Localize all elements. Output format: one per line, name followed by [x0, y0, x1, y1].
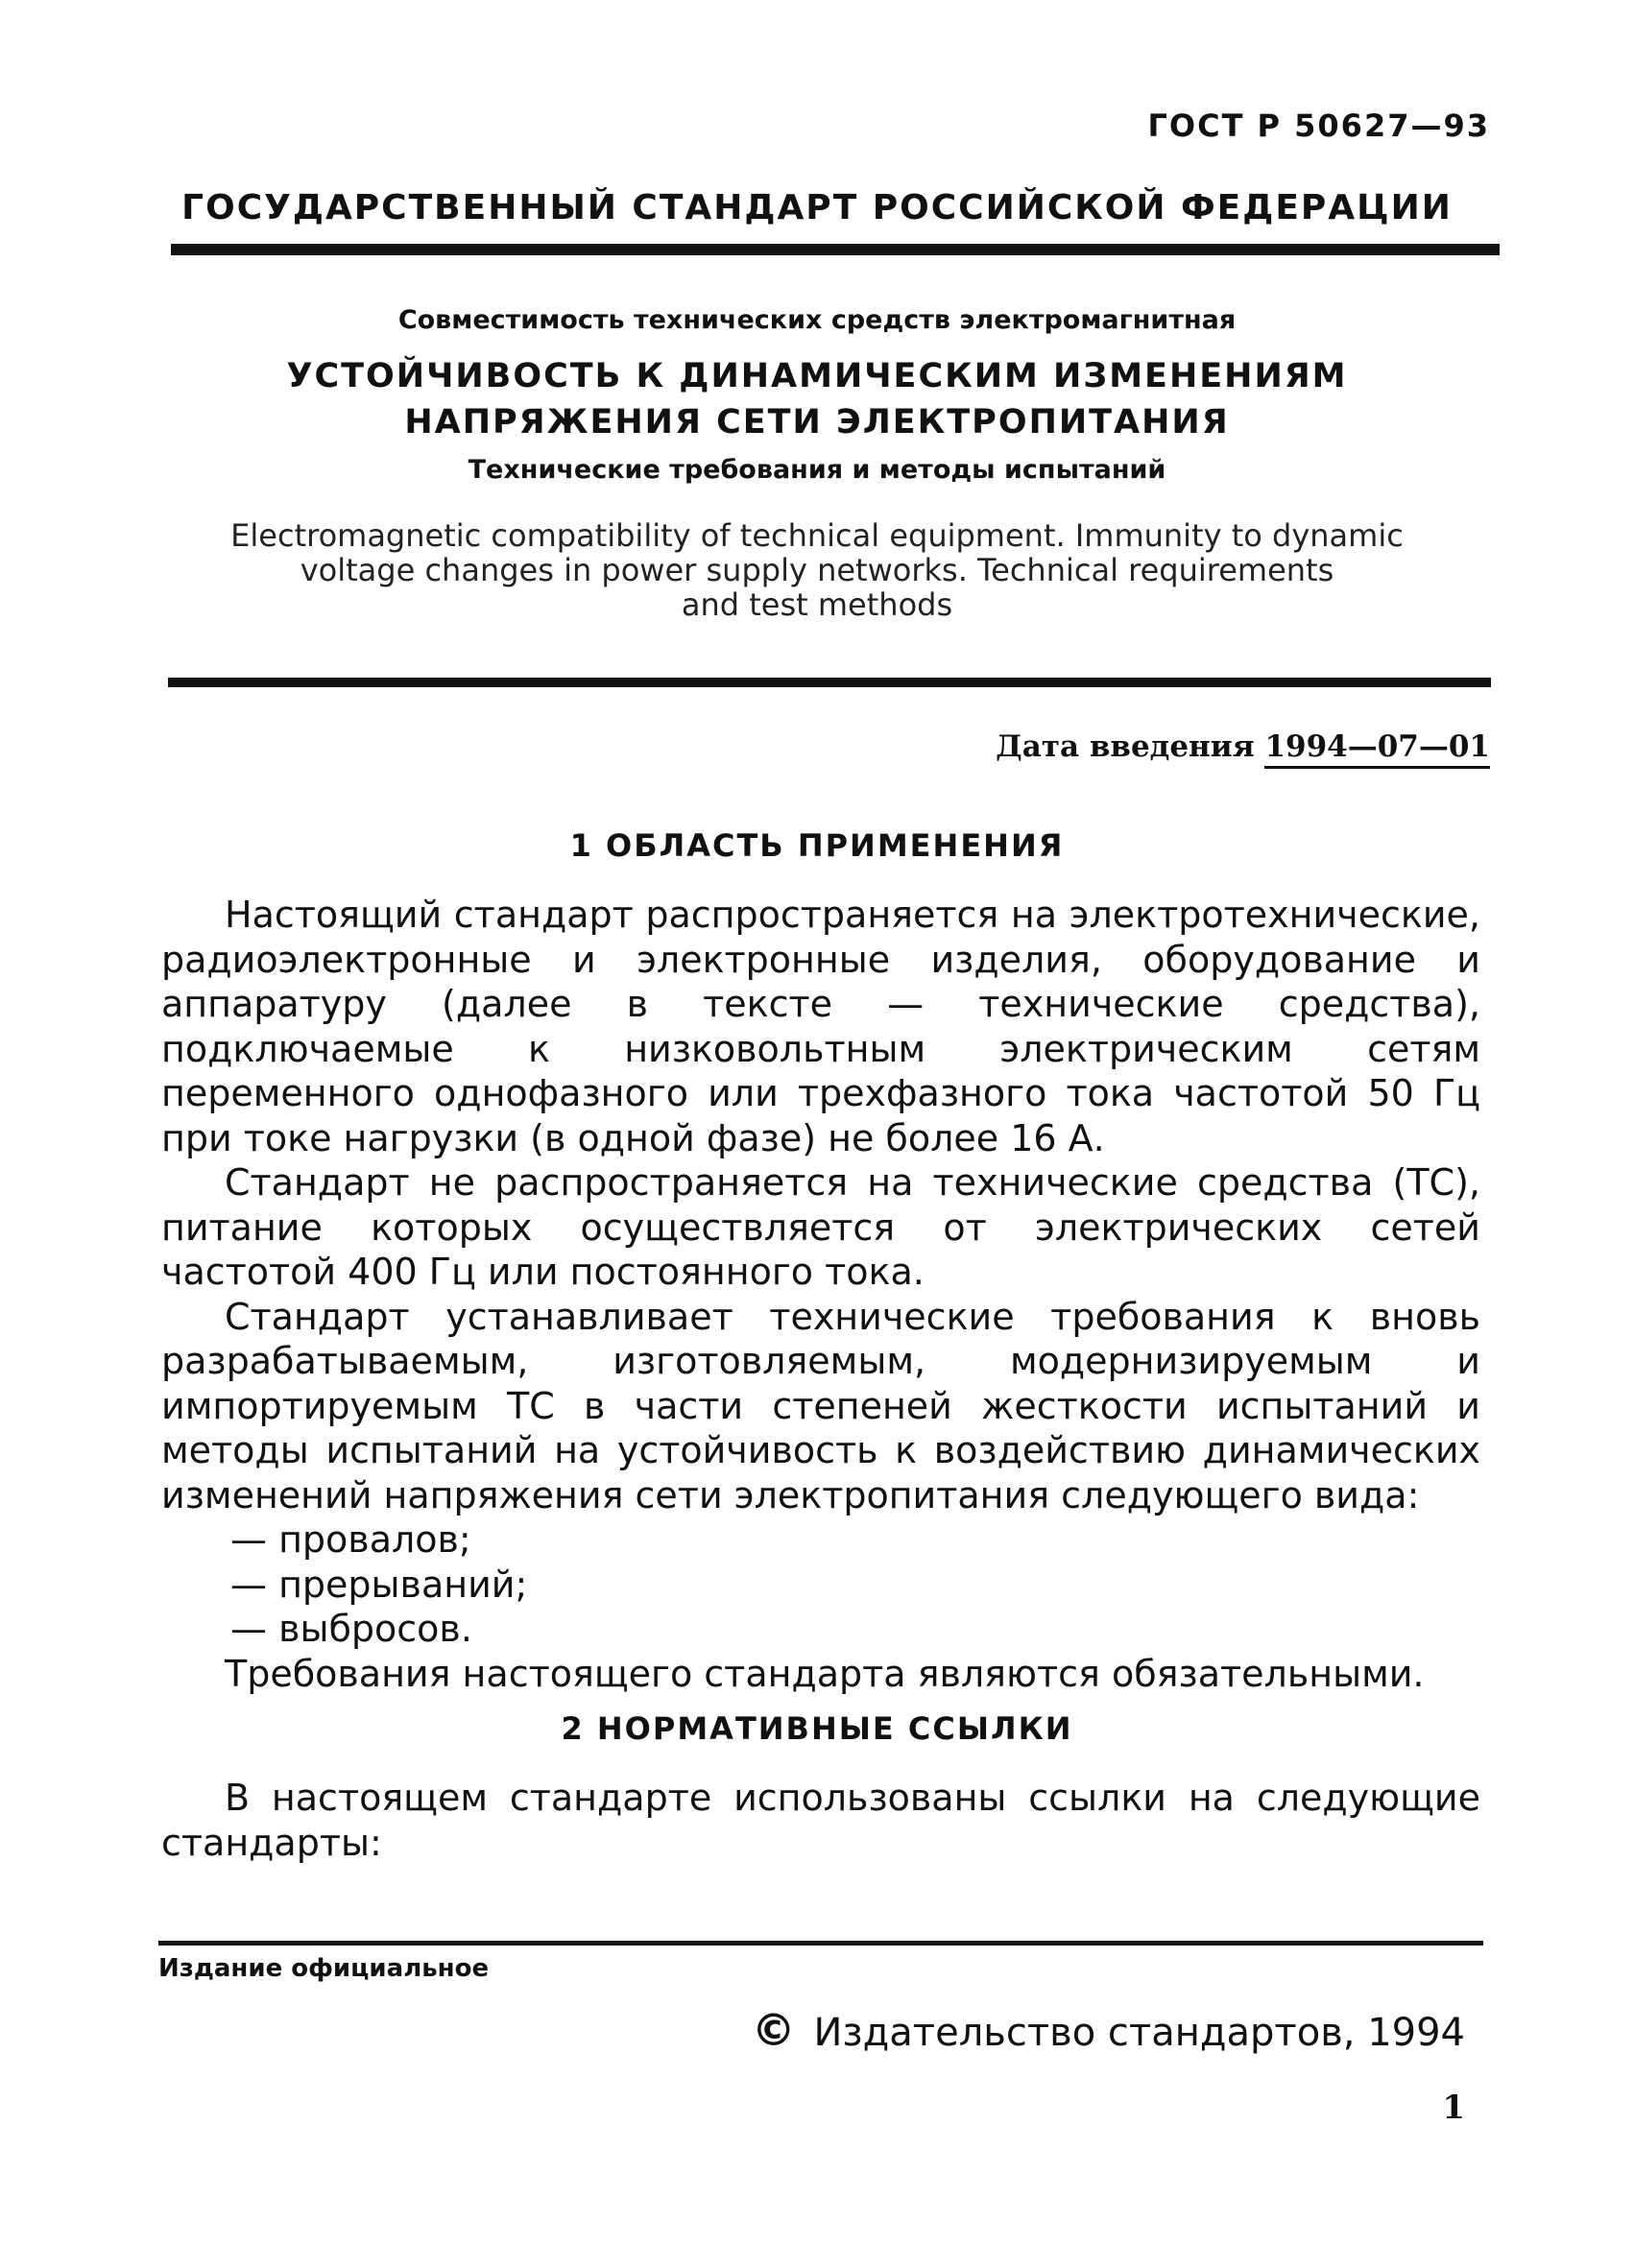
publisher-line: [752, 2004, 1465, 2056]
section-1-heading: 1 ОБЛАСТЬ ПРИМЕНЕНИЯ: [569, 827, 1065, 864]
top-divider: [171, 244, 1500, 255]
middle-divider: [168, 678, 1491, 687]
title-line-2: НАПРЯЖЕНИЯ СЕТИ ЭЛЕКТРОПИТАНИЯ: [404, 403, 1230, 442]
section-2-heading: 2 НОРМАТИВНЫЕ ССЫЛКИ: [561, 1710, 1073, 1747]
section-2-paragraph-1: В настоящем стандарте использованы ссылки на следующие стандарты:: [161, 1777, 1480, 1864]
section-1-paragraph-3: Стандарт устанавливает технические требования к вновь разрабатываемым, изготовляемым, модернизируемым и импортируемым ТС в части степеней жесткости испытаний и методы испытаний на устойчивость к воздействию динамических изменений напряжения сети электропитания следующего вида:: [161, 1295, 1480, 1516]
english-title-line-1: Electromagnetic compatibility of technical equipment. Immunity to dynamic: [230, 517, 1404, 554]
english-title-line-3: and test methods: [681, 586, 953, 623]
english-title-line-2: voltage changes in power supply networks. Technical requirements: [300, 552, 1334, 588]
copyright-icon: ©: [751, 2004, 796, 2056]
footer-divider: [158, 1941, 1483, 1946]
intro-date-label: Дата введения: [996, 729, 1255, 764]
publisher-name: Издательство стандартов, 1994: [813, 2011, 1465, 2055]
state-standard-title: ГОСУДАРСТВЕННЫЙ СТАНДАРТ РОССИЙСКОЙ ФЕДЕРАЦИИ: [181, 188, 1453, 227]
introduction-date: [996, 729, 1490, 764]
subtitle: Технические требования и методы испытаний: [468, 455, 1166, 485]
english-title: [0, 518, 1634, 622]
page-number: 1: [1442, 2089, 1465, 2127]
document-code: ГОСТ Р 50627—93: [1147, 107, 1490, 144]
section-1-paragraph-2: Стандарт не распространяется на технические средства (ТС), питание которых осуществляется от электрических сетей частотой 400 Гц или постоянного тока.: [161, 1161, 1480, 1293]
section-1-paragraph-4: Требования настоящего стандарта являются обязательными.: [225, 1652, 1425, 1695]
section-1-body: [161, 893, 1480, 1696]
title-line-1: УСТОЙЧИВОСТЬ К ДИНАМИЧЕСКИМ ИЗМЕНЕНИЯМ: [286, 357, 1348, 395]
list-item: — прерываний;: [230, 1563, 528, 1606]
subject-line: Совместимость технических средств электромагнитная: [397, 305, 1237, 335]
section-1-paragraph-1: Настоящий стандарт распространяется на электротехнические, радиоэлектронные и электронные изделия, оборудование и аппаратуру (далее в тексте — технические средства), подключаемые к низковольтным электрическим сетям переменного однофазного или трехфазного тока частотой 50 Гц при токе нагрузки (в одной фазе) не более 16 А.: [161, 894, 1480, 1159]
section-2-body: [161, 1776, 1480, 1865]
list-item: — провалов;: [230, 1518, 471, 1561]
intro-date-value: 1994—07—01: [1264, 729, 1490, 769]
list-item: — выбросов.: [230, 1608, 472, 1650]
official-edition-label: Издание официальное: [158, 1954, 490, 1983]
